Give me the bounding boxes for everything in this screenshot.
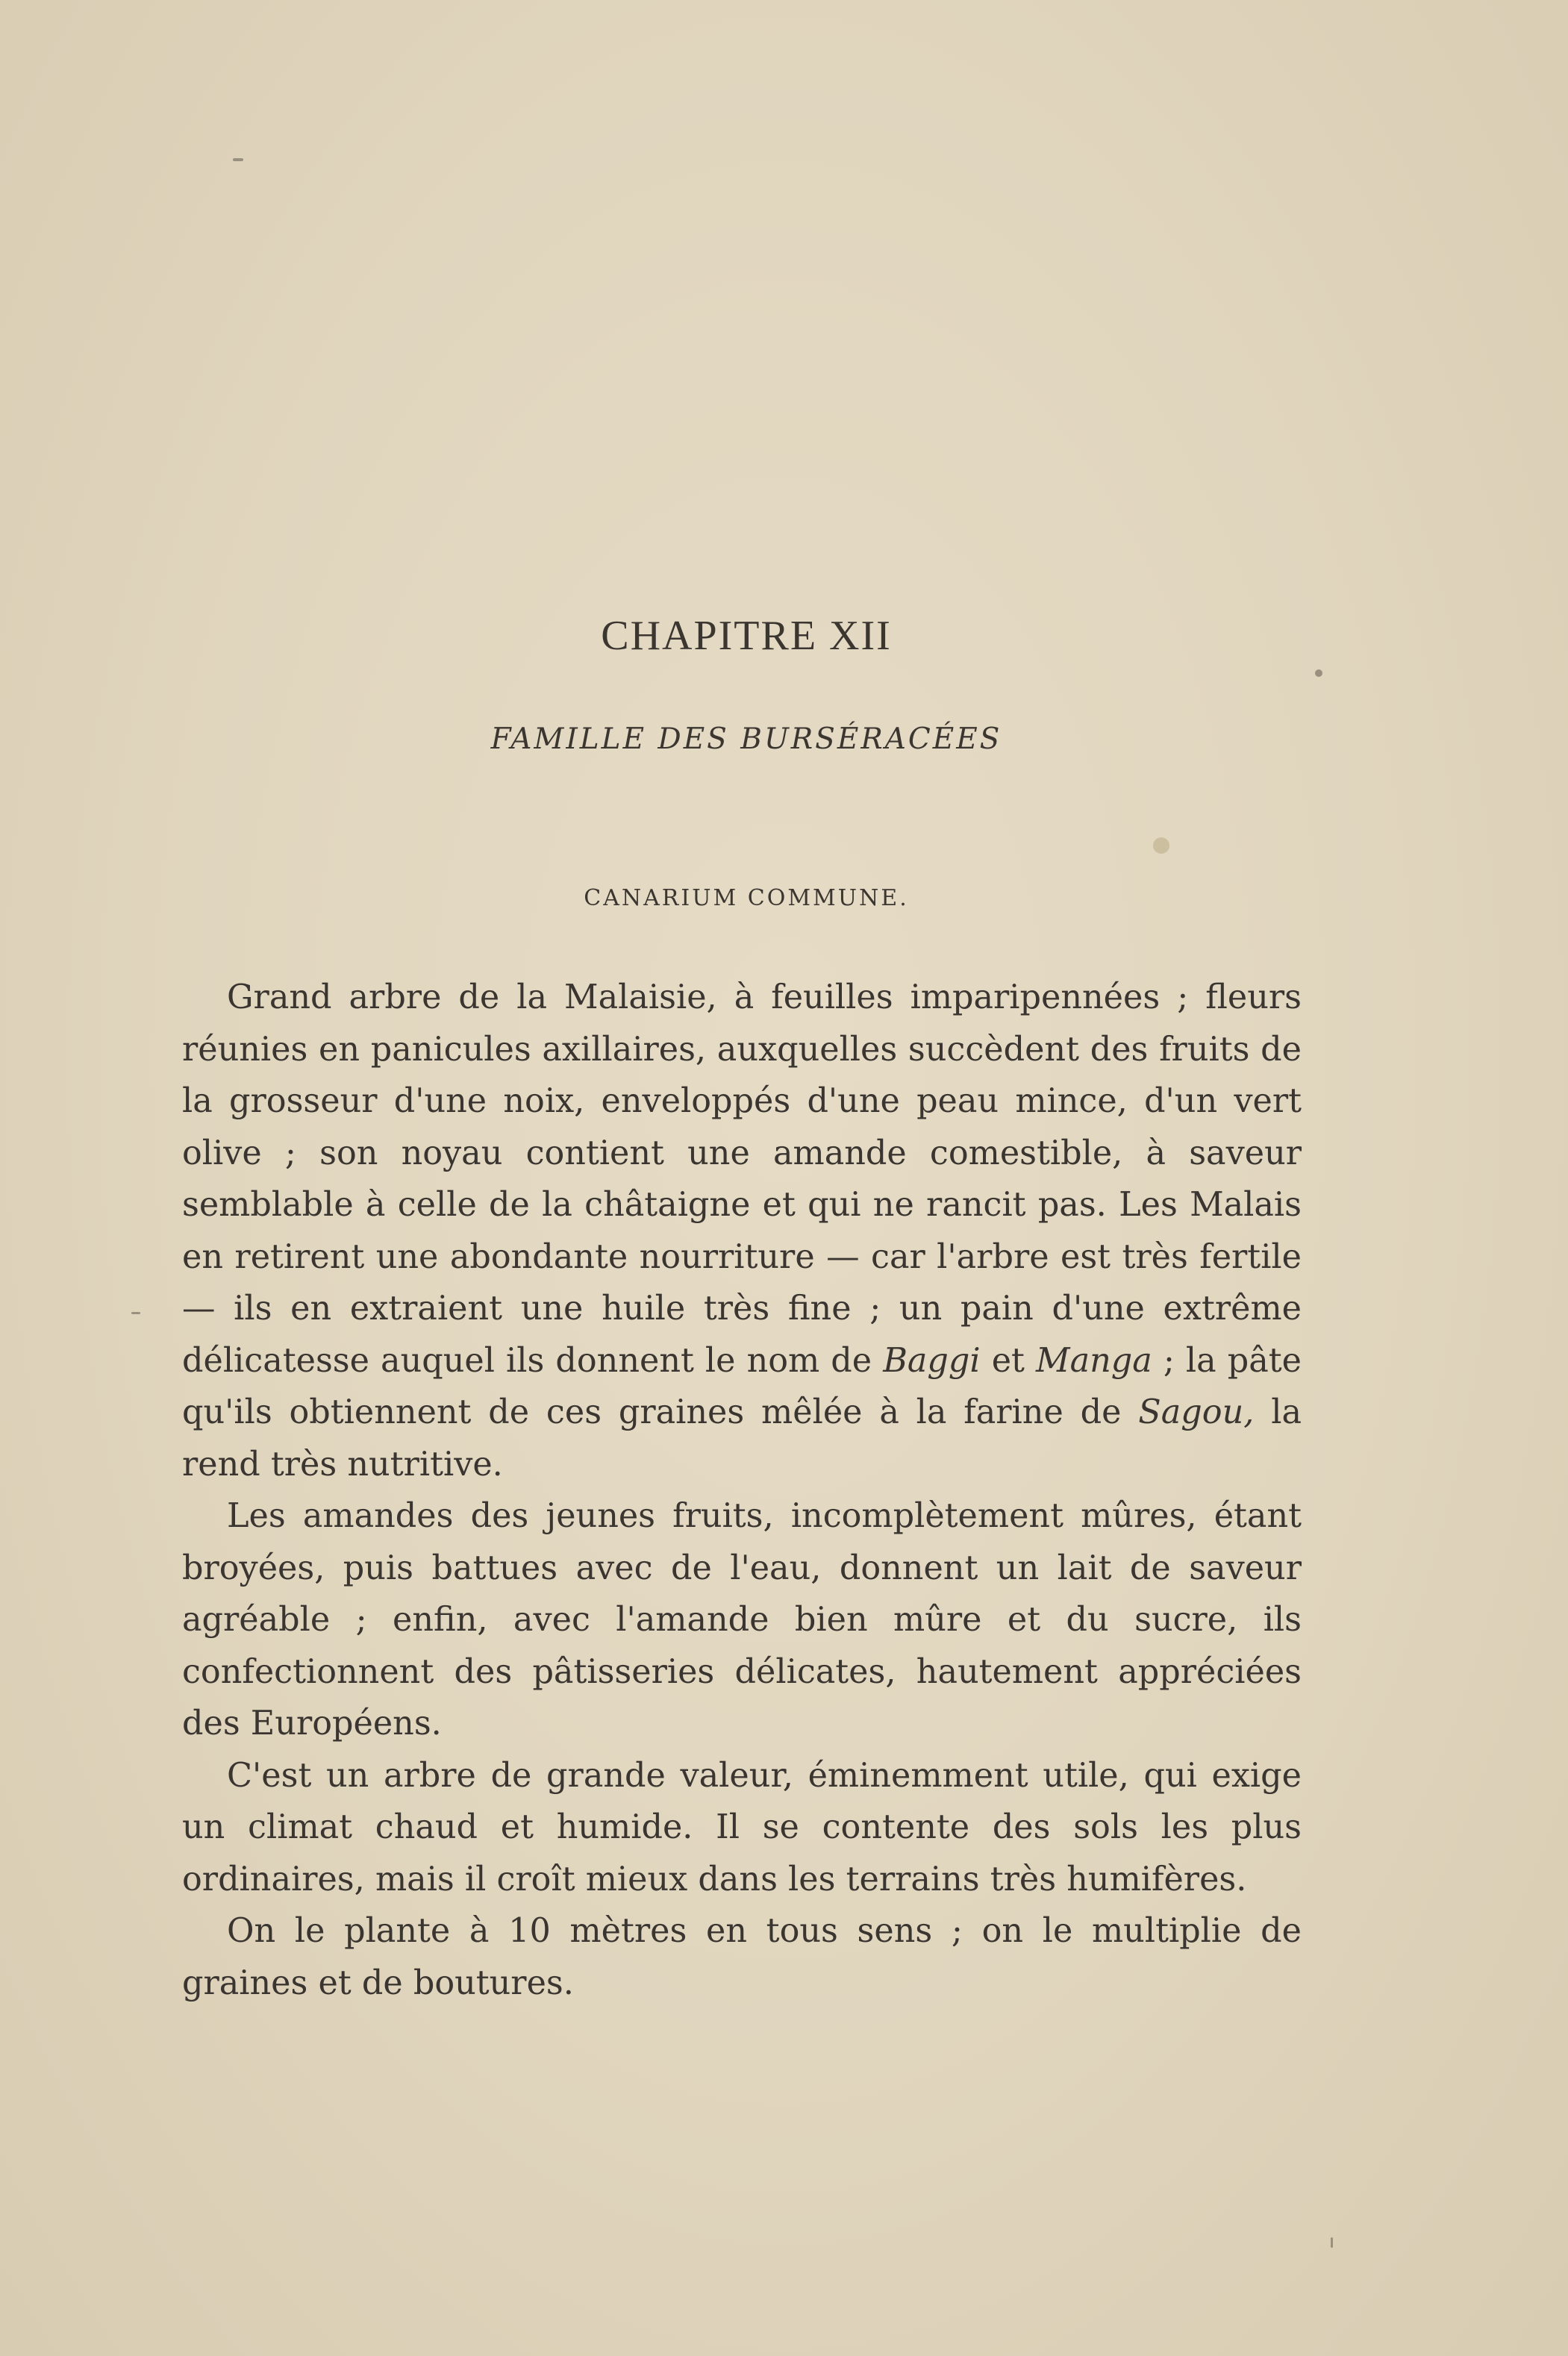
paper-speck	[131, 1312, 140, 1314]
paragraph-4: On le plante à 10 mètres en tous sens ; on le multiplie de graines et de boutures.	[182, 1912, 1302, 2002]
paragraph-2: Les amandes des jeunes fruits, incomplètement mûres, étant broyées, puis battues avec de l'eau, donnent un lait de saveur agréable ; enfin, avec l'amande bien mûre et du sucre, ils confectionnent des pâtisseries délicates, hautement appréciées des Européens.	[182, 1497, 1302, 1743]
section-title: CANARIUM COMMUNE.	[584, 885, 909, 911]
chapter-title: CHAPITRE XII	[601, 613, 892, 659]
paper-speck	[233, 158, 243, 161]
term-sagou: Sagou,	[1138, 1393, 1255, 1431]
family-subtitle: FAMILLE DES BURSÉRACÉES	[490, 722, 1002, 756]
paragraph-1-text-d: la rend très nutritive.	[182, 1393, 1302, 1484]
paragraph-1-text-b: et	[980, 1341, 1036, 1380]
paragraph-3: C'est un arbre de grande valeur, éminemment utile, qui exige un climat chaud et humide. Il se contente des sols les plus ordinaires, mais il croît mieux dans les terrains très humifères.	[182, 1756, 1302, 1899]
paragraph-1-text-c: ; la pâte qu'ils obtiennent de ces graines mêlée à la farine de	[182, 1341, 1302, 1431]
term-manga: Manga	[1036, 1341, 1152, 1380]
paper-speck	[1315, 669, 1322, 677]
paragraph-1-text-a: Grand arbre de la Malaisie, à feuilles imparipennées ; fleurs réunies en panicules axillaires, auxquelles succèdent des fruits de la grosseur d'une noix, enveloppés d'une peau mince, d'un vert olive ; son noyau contient une amande comestible, à saveur semblable à celle de la châtaigne et qui ne rancit pas. Les Malais en retirent une abondante nourriture — car l'arbre est très fertile — ils en extraient une huile très fine ; un pain d'une extrême délicatesse auquel ils donnent le nom de	[182, 978, 1302, 1380]
term-baggi: Baggi	[883, 1341, 981, 1380]
paper-speck	[1153, 837, 1169, 854]
body-text	[182, 972, 1302, 2009]
paper-speck	[1331, 2237, 1333, 2248]
paragraph-1	[182, 972, 1302, 1490]
